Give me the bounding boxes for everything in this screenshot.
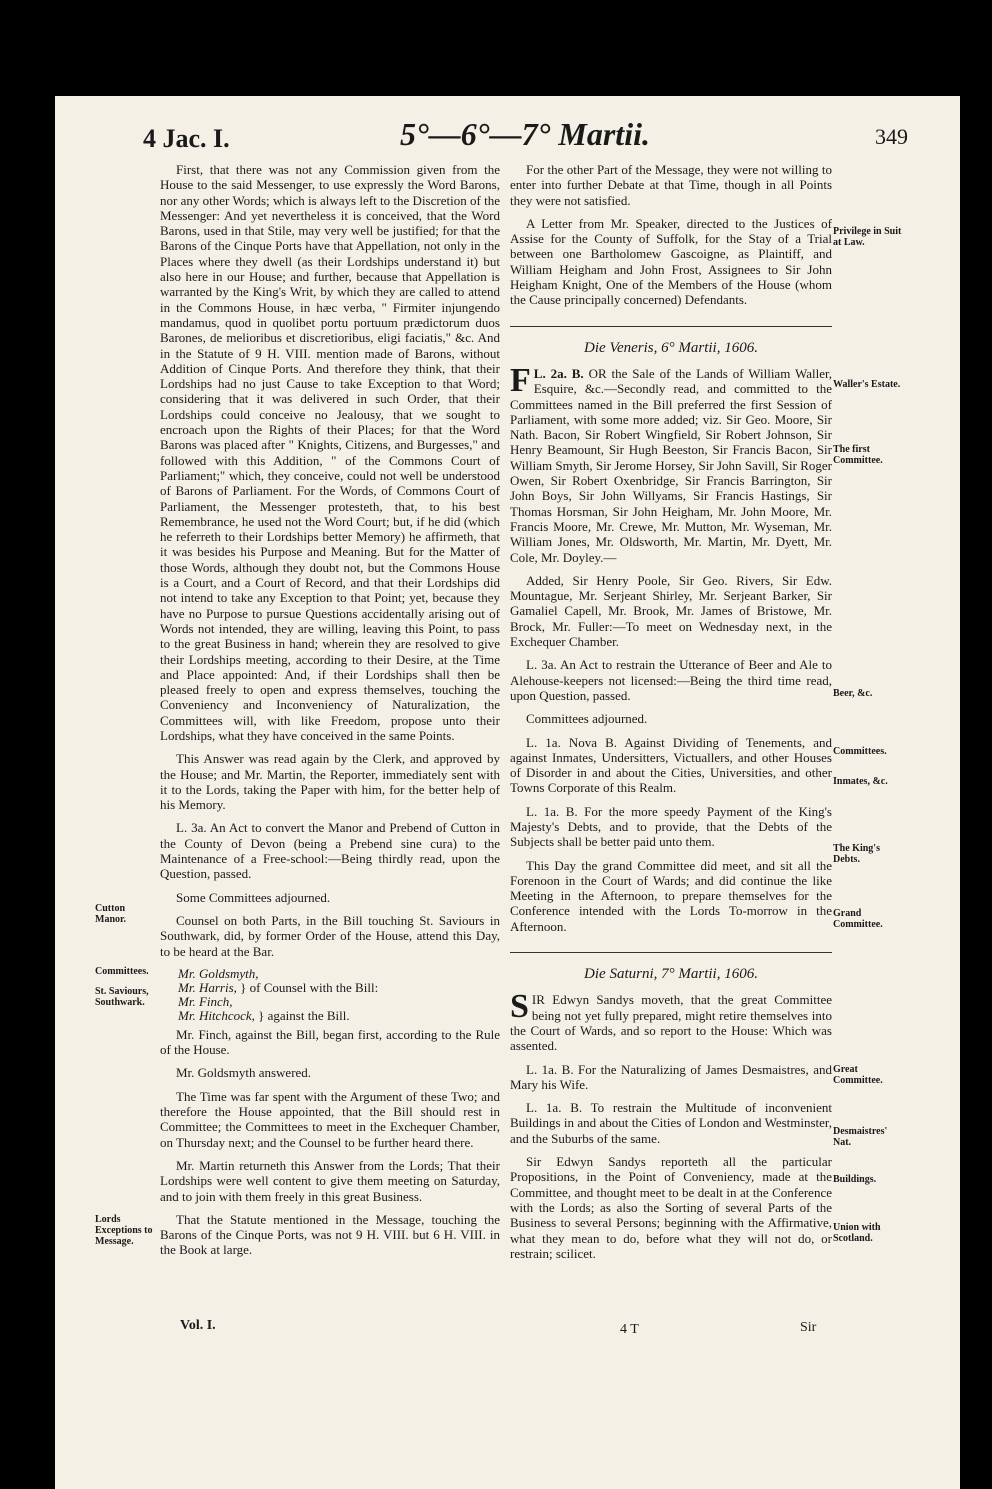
margin-note-privilege: Privilege in Suit at Law.	[833, 226, 902, 248]
catchword: Sir	[800, 1320, 817, 1335]
paragraph: First, that there was not any Commission given from the House to the said Messenger, to use expressly the Word Barons, nor any other Words; which is always left to the Discretion of the Messenger: And yet nevertheless it is conceived, that the Word Barons, used in that Stile, may very well be justified; for that the Barons of the Cinque Ports have that Appellation, not only in the Places where they dwell (as their Lordships understand it) but also here in our House; and further, because that Appellation is warranted by the King's Writ, by which they are called to attend in the Commons House, in hæc verba, " Firmiter injungendo mandamus, quod in quolibet portu portuum prædictorum duos Barones, de melioribus et discretioribus, eligi faciatis," &c. And in the Statute of 9 H. VIII. mention made of Barons, without Addition of Cinque Ports. And therefore they think, that their Lordships had no just Cause to take Exception to that Word; considering that it was delivered in such Order, that their Lordships could conceive no Jealousy, that we sought to encroach upon the Rights of their Places; for that the Word Barons was placed after " Knights, Citizens, and Burgesses," and followed with this Addition, " of the Commons Court of Parliament;" which, they conceive, could not well be understood of Barons of Parliament. For the Words, of Commons Court of Parliament, the Messenger protesteth, that, to his best Remembrance, he used not the Word Court; but, if he did (which he referreth to their Lordships better Memory) he affirmeth, that it was besides his Purpose and Meaning. But for the Matter of those Words, although they doubt not, but the Commons House is a Court, and a Court of Record, and that their Lordships did not intend to take any Exception to that Point; yet, because they have no Purpose to pursue Questions accidentally arising out of Words not intended, they are willing, leaving this Point, to pass to the great Business in hand; wherein they are resolved to give their Lordships meeting, according to their Desire, at the Time and Place appointed: And, if their Lordships shall then be pleased freely to open and express themselves, touching the Conveniency and Inconveniency of Naturalization, the Committees will, with like Freedom, propose unto their Lordships, what they have conceived in the same Points.	[160, 162, 500, 743]
day-heading: Die Veneris, 6° Martii, 1606.	[584, 339, 758, 356]
paragraph	[510, 361, 833, 565]
paragraph: This Answer was read again by the Clerk, and approved by the House; and Mr. Martin, the Reporter, immediately sent with it to the Lords, taking the Paper with him, for the better help of his Memory.	[160, 751, 500, 813]
counsel-label: of Counsel with the Bill:	[249, 979, 379, 995]
margin-note-union: Union with Scotland.	[833, 1222, 881, 1244]
volume-label: Vol. I.	[180, 1318, 216, 1333]
drop-cap: S	[510, 988, 529, 1026]
paragraph: Mr. Goldsmyth answered.	[176, 1065, 312, 1081]
margin-note-saviours: St. Saviours, Southwark.	[95, 986, 149, 1008]
margin-note-buildings: Buildings.	[833, 1174, 877, 1185]
day-heading: Die Saturni, 7° Martii, 1606.	[584, 966, 758, 983]
margin-note-inmates: Inmates, &c.	[833, 776, 888, 787]
paragraph: Committees adjourned.	[526, 711, 648, 727]
paragraph: Sir Edwyn Sandys reporteth all the particular Propositions, in the Point of Conveniency, made at the Committee, and thought meet to be dealt in at the Conference with the Lords; as also the Sorting of several Parts of the Business to several Persons; beginning with the Affirmative, what they mean to do, before what they will not do, or restrain; scilicet.	[510, 1154, 832, 1261]
margin-note-desmaistres: Desmaistres' Nat.	[833, 1126, 888, 1148]
margin-note-first-committee: The first Committee.	[833, 444, 883, 466]
regnal-year: 4 Jac. I.	[143, 124, 230, 153]
paragraph: L. 1a. B. For the Naturalizing of James Desmaistres, and Mary his Wife.	[510, 1061, 832, 1092]
paragraph: That the Statute mentioned in the Message, touching the Barons of the Cinque Ports, was not 9 H. VIII. but 6 H. VIII. in the Book at large.	[160, 1211, 500, 1258]
counsel-name: Mr. Finch,	[178, 993, 233, 1009]
section-divider	[510, 326, 832, 327]
paragraph: Mr. Finch, against the Bill, began first, according to the Rule of the House.	[160, 1026, 500, 1058]
paragraph: L. 3a. An Act to restrain the Utterance of Beer and Ale to Alehouse-keepers not licensed:—Being the third time read, upon Question, passed.	[510, 657, 832, 703]
paragraph: Some Committees adjourned.	[176, 889, 331, 905]
paragraph-text: IR Edwyn Sandys moveth, that the great Committee being not yet fully prepared, might retire themselves into the Court of Wards, and so report to the House: Which was assented.	[510, 992, 832, 1054]
page-number: 349	[875, 124, 908, 149]
counsel-name: Mr. Goldsmyth,	[178, 965, 259, 981]
paragraph-text: OR the Sale of the Lands of William Waller, Esquire, &c.—Secondly read, and committed to the Committees named in the Bill preferred the first Session of Parliament, with some more added; viz. Sir Geo. Moore, Sir Nath. Bacon, Sir Robert Wingfield, Sir Robert Johnson, Sir Henry Beamount, Sir Hugh Beeston, Sir Francis Bacon, Sir William Smyth, Sir Jerome Horsey, Sir John Savill, Sir Roger Owen, Sir Robert Oxenbridge, Sir Francis Barrington, Sir John Boys, Sir John Willyams, Sir Francis Hastings, Sir Thomas Horsman, Sir John Heigham, Mr. John Moore, Mr. Francis Moore, Mr. Crewe, Mr. Mutton, Mr. Wyseman, Mr. William Jones, Mr. Oldsworth, Mr. Martin, Mr. Dyett, Mr. Cole, Mr. Doyley.—	[510, 365, 833, 565]
counsel-label: against the Bill.	[267, 1007, 350, 1023]
paragraph: L. 1a. B. To restrain the Multitude of inconvenient Buildings in and about the Cities of London and Westminster, and the Suburbs of the same.	[510, 1100, 832, 1146]
bill-reading: L. 2a. B.	[533, 365, 584, 381]
left-column	[160, 162, 500, 1266]
margin-note-kings-debts: The King's Debts.	[833, 843, 880, 865]
paragraph: Counsel on both Parts, in the Bill touching St. Saviours in Southwark, did, by former Order of the House, attend this Day, to be heard at the Bar.	[160, 912, 500, 959]
paragraph: L. 3a. An Act to convert the Manor and Prebend of Cutton in the County of Devon (being a Prebend sine cura) to the Maintenance of a Free-school:—Being thirdly read, upon the Question, passed.	[160, 820, 500, 882]
paragraph: This Day the grand Committee did meet, and sit all the Forenoon in the Court of Wards; and did continue the like Meeting in the Afternoon, to prepare themselves for the Conference intended with the Lords To-morrow in the Afternoon.	[510, 857, 832, 934]
margin-note-great: Great Committee.	[833, 1064, 883, 1086]
right-column	[510, 162, 832, 1269]
page-header	[55, 116, 960, 160]
paragraph: Mr. Martin returneth this Answer from the Lords; That their Lordships were well content to give them meeting on Saturday, and to join with them freely in this great Business.	[160, 1157, 500, 1204]
margin-note-committees-right: Committees.	[833, 746, 887, 757]
paragraph: L. 1a. Nova B. Against Dividing of Tenements, and against Inmates, Undersitters, Victuallers, and other Houses of Disorder in and about the Cities, Universities, and other Towns Corporate of this Realm.	[510, 734, 832, 796]
paragraph: Added, Sir Henry Poole, Sir Geo. Rivers, Sir Edw. Mountague, Mr. Serjeant Shirley, Mr. Serjeant Barker, Sir Gamaliel Capell, Mr. Brook, Mr. James of Bristowe, Mr. Brock, Mr. Fuller:—To meet on Wednesday next, in the Exchequer Chamber.	[510, 572, 832, 650]
margin-note-waller: Waller's Estate.	[833, 379, 901, 390]
drop-cap: F	[510, 361, 531, 399]
signature-mark: 4 T	[620, 1322, 639, 1337]
counsel-list: Mr. Goldsmyth, Mr. Harris, } of Counsel with the Bill: Mr. Finch, Mr. Hitchcock, } against the Bill.	[178, 965, 379, 1023]
paragraph: For the other Part of the Message, they were not willing to enter into further Debate at that Time, though in all Points they were not satisfied.	[510, 162, 832, 208]
paragraph: The Time was far spent with the Argument of these Two; and therefore the House appointed, that the Bill should rest in Committee; the Committees to meet in the Exchequer Chamber, on Thursday next; and the Counsel to be further heard there.	[160, 1088, 500, 1150]
margin-note-committees: Committees.	[95, 966, 149, 977]
margin-note-beer: Beer, &c.	[833, 688, 873, 699]
paragraph: A Letter from Mr. Speaker, directed to the Justices of Assise for the County of Suffolk, for the Stay of a Trial between one Bartholomew Gascoigne, as Plaintiff, and William Heigham and John Frost, Assignees to Sir John Heigham Knight, One of the Members of the House (whom the Cause principally concerned) Defendants.	[510, 215, 832, 308]
date-heading: 5°—6°—7° Martii.	[400, 116, 650, 152]
counsel-name: Mr. Harris,	[178, 979, 237, 995]
counsel-name: Mr. Hitchcock,	[178, 1007, 255, 1023]
margin-note-grand: Grand Committee.	[833, 908, 883, 930]
journal-page	[55, 96, 960, 1489]
section-divider	[510, 952, 832, 953]
margin-note-cutton: Cutton Manor.	[95, 903, 127, 925]
paragraph: L. 1a. B. For the more speedy Payment of the King's Majesty's Debts, and to provide, that the Debts of the Subjects shall be better paid unto them.	[510, 803, 832, 850]
paragraph	[510, 988, 832, 1054]
margin-note-lords: Lords Exceptions to Message.	[95, 1214, 153, 1247]
